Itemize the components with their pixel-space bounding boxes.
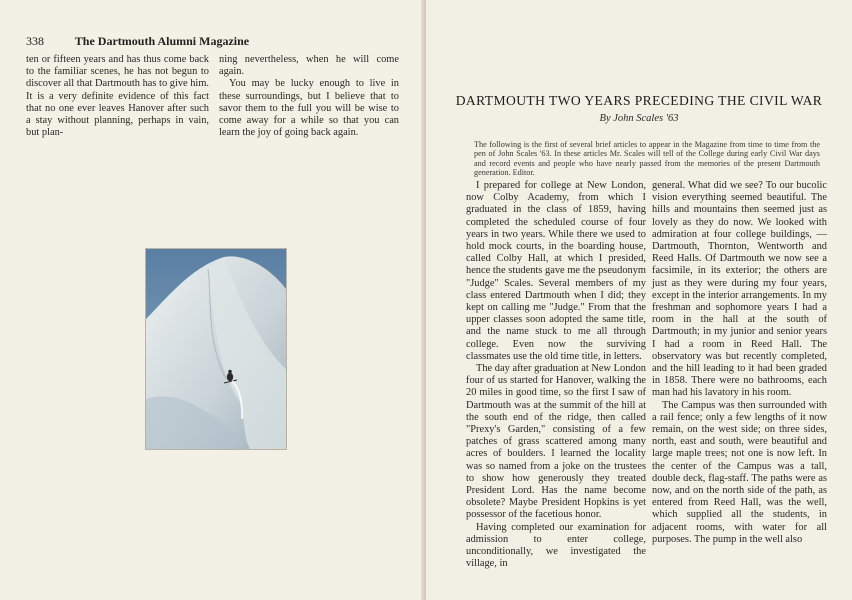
skier-photo-image: [146, 249, 286, 449]
article-byline: By John Scales '63: [599, 113, 679, 124]
paragraph: The day after graduation at New London four of us started for Hanover, walking the 20 miles in good time, so the first I saw of Dartmouth was at the summit of the hill at the south end of the ridge, then called "Prexy's Garden," consisting of a few patches of grass scattered among many acres of boulders. I learned the locality was so named from a joke on the trustees to show how generously they treated President Lord. Has the name become obsolete? Maybe President Hopkins is yet possessor of the facetious honor.: [466, 363, 646, 521]
left-page: [0, 0, 425, 600]
running-head: [26, 34, 249, 49]
article-column-2: [652, 180, 827, 546]
article-column-1: [466, 180, 646, 571]
paragraph: ten or fifteen years and has thus come back to the familiar scenes, he has not begun to discover all that Dartmouth has to give him. It is a very definite evidence of this fact that no one ever leaves Hanover after such a stay without planning, perhaps in vain, but plan-: [26, 54, 209, 139]
paragraph: You may be lucky enough to live in these surroundings, but I believe that to savor them to the full you will be wise to come away for a while so that you can learn the joy of going back again.: [219, 78, 399, 139]
paragraph: ning nevertheless, when he will come again.: [219, 54, 399, 78]
skier-photo: [145, 248, 287, 450]
left-column-1: [26, 54, 209, 139]
paragraph: Having completed our examination for admission to enter college, unconditionally, we investigated the village, in: [466, 521, 646, 570]
magazine-title: The Dartmouth Alumni Magazine: [74, 34, 250, 48]
page-number: 338: [26, 34, 44, 48]
left-column-2: [219, 54, 399, 139]
paragraph: general. What did we see? To our bucolic vision everything seemed beautiful. The hills and mountains then seemed just as lovely as they do now. We looked with admiration at four college buildings, —Dartmouth, Thornton, Wentworth and Reed Halls. Of Dartmouth we now see a facsimile, in its exterior; the others are just as they were during my four years, except in the interior arrangements. In my freshman and sophomore years I had a room in the hall at the south of Dartmouth; in my junior and senior years I had a room in Reed Hall. The observatory was but recently completed, and the hill leading to it had been graded in 1858. There were no bathrooms, each man had his lavatory in his room.: [652, 180, 827, 399]
article-title: DARTMOUTH TWO YEARS PRECEDING THE CIVIL WAR: [455, 93, 823, 108]
paragraph: I prepared for college at New London, now Colby Academy, from which I graduated in the class of 1859, having completed the scheduled course of four years in two years. While there we used to hold mock courts, in the boarding house, called Colby Hall, at which I presided, hence the students gave me the pseudonym "Judge" Scales. Several members of my class entered Dartmouth when I did; they kept on calling me "Judge." From that the upper classes soon adopted the same title, and the name stuck to me all through college. Even now the surviving classmates use the old time title, in letters.: [466, 180, 646, 362]
paragraph: The Campus was then surrounded with a rail fence; only a few lengths of it now remain, on the west side; on three sides, north, east and south, were beautiful and large maple trees; not one is now left. In the center of the Campus was a tall, double deck, flag-staff. The paths were as now, and on the north side of the path, as entered from Reed Hall, was the well, which supplied all the students, in adjacent rooms, with water for all purposes. The pump in the well also: [652, 399, 827, 545]
editor-intro: The following is the first of several brief articles to appear in the Magazine from time to time from the pen of John Scales '63. In these articles Mr. Scales will tell of the College during early Civil War days and record events and people who have nearly passed from the memories of the present Dartmouth generation. Editor.: [474, 140, 820, 178]
